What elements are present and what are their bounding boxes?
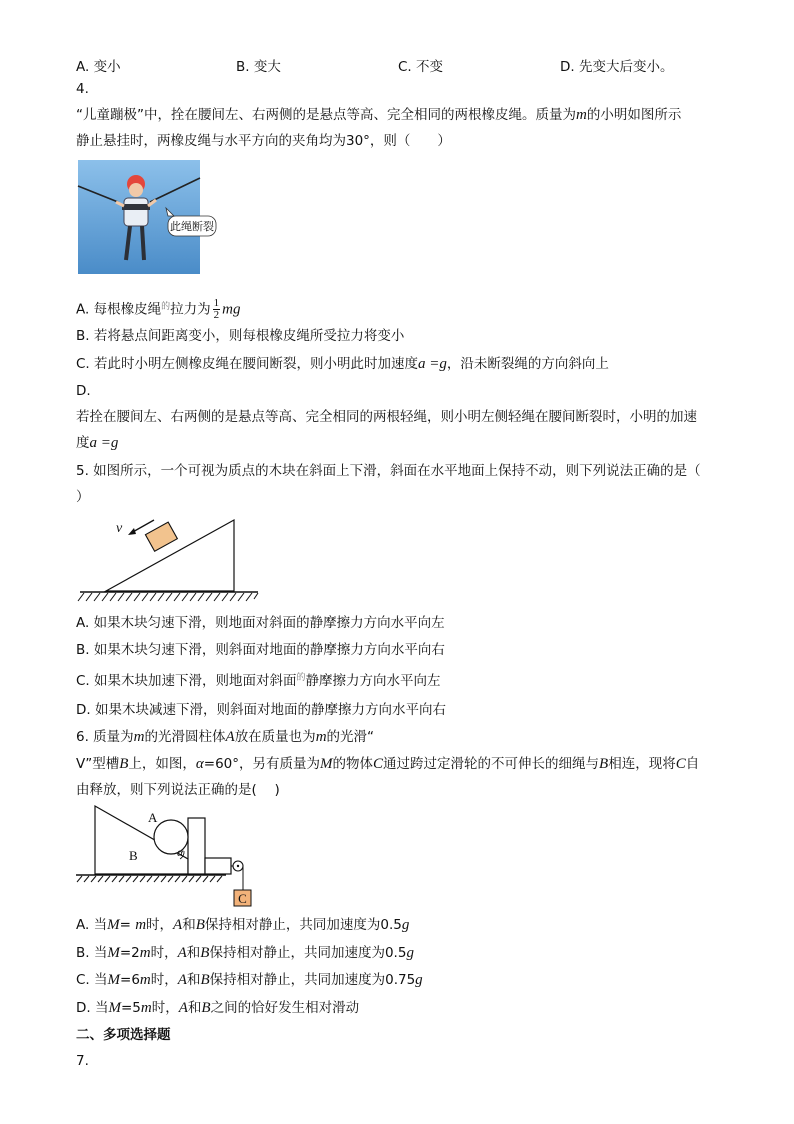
q6-s1-a: 6. 质量为 (76, 729, 134, 745)
q6-b-g: g (406, 945, 414, 961)
q6-b-pre: B. 当 (76, 945, 108, 961)
harness (122, 204, 150, 210)
ground-hatch (77, 876, 222, 882)
q4-opt-d-pre: 度 (76, 435, 90, 451)
q5-opt-c-post: 静摩擦力方向水平向左 (305, 673, 441, 689)
q4-option-c (76, 355, 609, 373)
child-face (129, 183, 143, 197)
q5-opt-c-pre: C. 如果木块加速下滑，则地面对斜面 (76, 673, 297, 689)
pulley-axle (237, 865, 239, 867)
q6-c-and: 和 (186, 972, 201, 988)
velocity-arrow-head (128, 528, 136, 535)
q6-c-M: M (107, 972, 121, 988)
child-body (124, 198, 148, 226)
q6-option-c (76, 971, 423, 989)
q6-s2-c: =60°，另有质量为 (203, 756, 321, 772)
q4-opt-a-ghost: 的 (161, 301, 171, 312)
q6-c-m: m (139, 972, 151, 988)
q6-stem-line3: 由释放，则下列说法正确的是( ) (76, 782, 280, 798)
q6-s2-e: 通过跨过定滑轮的不可伸长的细绳与 (383, 756, 600, 772)
fraction-one-half (213, 298, 221, 321)
q4-option-b: B. 若将悬点间距离变小，则每根橡皮绳所受拉力将变小 (76, 328, 405, 344)
q6-option-b (76, 944, 414, 962)
q5-option-b: B. 如果木块匀速下滑，则斜面对地面的静摩擦力方向水平向右 (76, 642, 445, 658)
q6-a-g: g (401, 917, 410, 933)
q6-s2-b: 上，如图， (128, 756, 196, 772)
ground-hatch (78, 593, 258, 601)
q3-option-a: A. 变小 (76, 59, 121, 75)
q6-a-post: 保持相对静止，共同加速度为0.5 (204, 917, 402, 933)
label-C: C (238, 891, 247, 906)
q6-a-mid: 时， (146, 917, 174, 933)
q6-d-pre: D. 当 (76, 1000, 109, 1016)
q6-s1-d: 的光滑“ (326, 729, 375, 745)
q6-b-m: m (139, 945, 151, 961)
q4-number: 4. (76, 81, 89, 97)
q6-c-mid: 时， (150, 972, 178, 988)
section-title-multiple-choice: 二、多项选择题 (76, 1027, 171, 1043)
q5-stem-line1: 5. 如图所示，一个可视为质点的木块在斜面上下滑，斜面在水平地面上保持不动，则下列说法正确的是（ (76, 463, 701, 479)
q6-s1-A: A (225, 729, 235, 745)
q4-opt-d-eq: a =g (89, 435, 119, 451)
q6-a-M: M (107, 917, 120, 933)
q3-option-d: D. 先变大后变小。 (560, 59, 674, 75)
q6-a-pre: A. 当 (76, 917, 108, 933)
q4-option-d-line1: 若拴在腰间左、右两侧的是悬点等高、完全相同的两根轻绳，则小明左侧轻绳在腰间断裂时，小明的加速 (76, 409, 697, 425)
q4-opt-c-post: ，沿未断裂绳的方向斜向上 (446, 356, 609, 372)
q6-d-eq: =5 (120, 1000, 141, 1016)
q6-s2-a: V”型槽 (76, 756, 120, 772)
q4-option-d-label: D. (76, 383, 91, 399)
q6-b-B: B (200, 945, 210, 961)
wood-block (145, 522, 177, 551)
q5-option-c (76, 672, 441, 692)
q6-stem-line1 (76, 728, 374, 746)
q6-d-B: B (201, 1000, 211, 1016)
q6-d-and: 和 (187, 1000, 202, 1016)
groove-wall (188, 818, 205, 874)
q6-option-a (76, 916, 409, 934)
q4-opt-c-pre: C. 若此时小明左侧橡皮绳在腰间断裂，则小明此时加速度 (76, 356, 419, 372)
q6-b-mid: 时， (150, 945, 178, 961)
q5-opt-c-ghost: 的 (296, 673, 306, 683)
q6-b-post: 保持相对静止，共同加速度为0.5 (209, 945, 407, 961)
q4-var-m: m (576, 107, 587, 123)
q6-s2-g: 自 (685, 756, 700, 772)
q4-opt-a-mg: mg (222, 301, 241, 318)
q6-d-m: m (140, 1000, 152, 1016)
right-leg (142, 226, 144, 260)
q3-option-c: C. 不变 (398, 59, 444, 75)
q4-opt-a-text: A. 每根橡皮绳 (76, 301, 162, 318)
q6-c-B: B (200, 972, 210, 988)
q6-d-A: A (178, 1000, 188, 1016)
q6-s2-f: 相连，现将 (608, 756, 676, 772)
q6-c-eq: =6 (120, 972, 140, 988)
q4-stem-end: 的小明如图所示 (586, 107, 682, 123)
q7-number: 7. (76, 1053, 89, 1069)
q6-s2-alpha: α (195, 756, 204, 772)
velocity-label: v (116, 521, 123, 536)
q5-incline-figure (78, 512, 260, 606)
q6-b-and: 和 (186, 945, 201, 961)
q4-option-a (76, 298, 240, 321)
q6-d-post: 之间的恰好发生相对滑动 (210, 1000, 360, 1016)
q6-c-g: g (415, 972, 423, 988)
q6-s2-B2: B (599, 756, 609, 772)
q6-c-A: A (177, 972, 187, 988)
q6-a-and: 和 (182, 917, 196, 933)
q5-option-a: A. 如果木块匀速下滑，则地面对斜面的静摩擦力方向水平向左 (76, 615, 445, 631)
q6-d-mid: 时， (151, 1000, 179, 1016)
q6-s2-B: B (119, 756, 129, 772)
q4-bungee-photo (78, 160, 214, 274)
q6-s1-c: 放在质量也为 (234, 729, 316, 745)
q6-b-eq: =2 (119, 945, 140, 961)
groove-base-extension (205, 858, 231, 874)
q3-option-b: B. 变大 (236, 59, 281, 75)
q6-s2-M: M (320, 756, 333, 772)
q4-stem-line1 (76, 106, 681, 124)
q6-s2-C2: C (675, 756, 686, 772)
q6-b-M: M (107, 945, 120, 961)
q6-a-eq: = (119, 917, 136, 933)
q6-d-M: M (108, 1000, 121, 1016)
q6-a-B: B (195, 917, 205, 933)
frac-den: 2 (213, 309, 220, 321)
q6-option-d (76, 999, 359, 1017)
q4-opt-a-mid: 拉力为 (170, 301, 211, 318)
callout-text: 此绳断裂 (170, 220, 214, 233)
q6-b-A: A (177, 945, 187, 961)
frac-num: 1 (213, 297, 220, 309)
label-A: A (148, 810, 158, 825)
q6-a-m: m (135, 917, 147, 933)
q6-c-pre: C. 当 (76, 972, 108, 988)
q6-c-post: 保持相对静止，共同加速度为0.75 (209, 972, 416, 988)
q6-stem-line2 (76, 755, 699, 773)
q6-s1-m: m (133, 729, 145, 745)
q6-s2-d: 的物体 (332, 756, 374, 772)
q4-stem-text: “儿童蹦极”中，拴在腰间左、右两侧的是悬点等高、完全相同的两根橡皮绳。质量为 (76, 107, 576, 123)
q4-opt-c-eq: a =g (418, 356, 447, 372)
q5-stem-line2: ） (76, 489, 90, 505)
label-alpha: α (177, 845, 184, 859)
q6-a-A: A (173, 917, 183, 933)
q6-s2-C: C (373, 756, 384, 772)
q4-option-d-line2 (76, 434, 118, 452)
q4-stem-line2: 静止悬挂时，两橡皮绳与水平方向的夹角均为30°，则（ ） (76, 133, 451, 149)
q6-s1-b: 的光滑圆柱体 (144, 729, 226, 745)
q6-s1-m2: m (315, 729, 327, 745)
q5-option-d: D. 如果木块减速下滑，则斜面对地面的静摩擦力方向水平向右 (76, 702, 446, 718)
label-B: B (129, 848, 138, 863)
q6-v-groove-figure (76, 804, 256, 908)
